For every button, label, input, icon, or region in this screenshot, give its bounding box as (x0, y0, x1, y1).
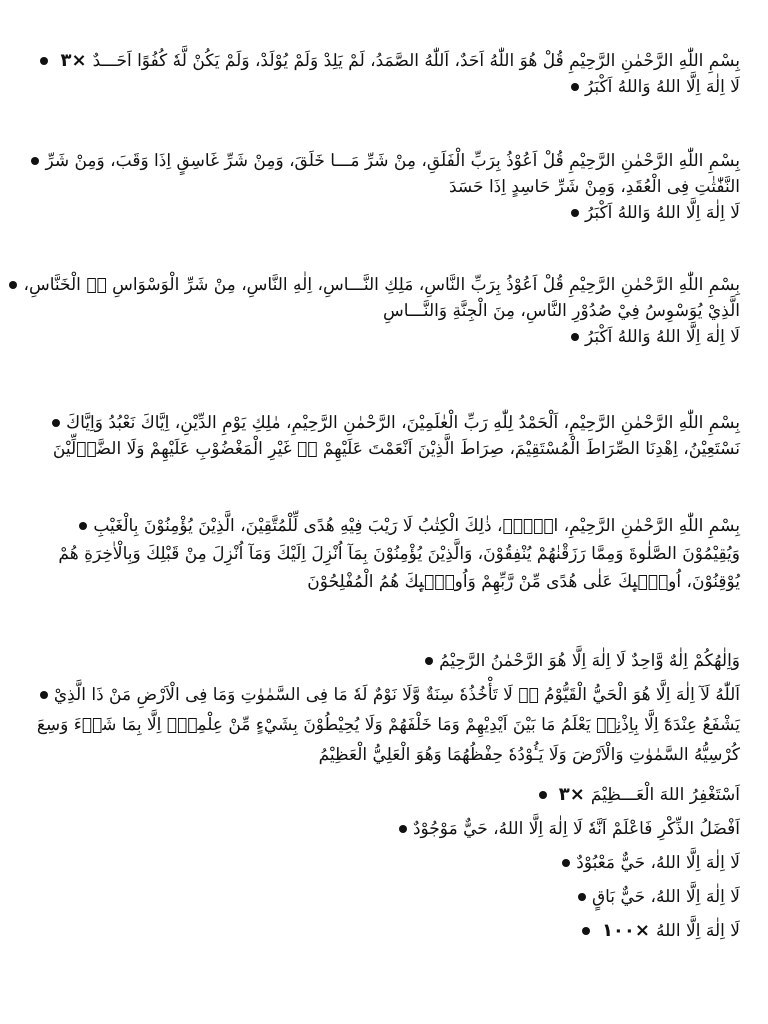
verse-text: اَسْتَغْفِرُ اللهَ الْعَـــظِيْمَ (590, 785, 740, 805)
section-line (53, 680, 740, 710)
section-line (66, 410, 740, 436)
verse-text: لَا اِلٰهَ اِلَّا اللهُ وَاللهُ اَكْبَرُ (585, 77, 740, 97)
bullet-icon (40, 57, 48, 65)
verse-text: بِسْمِ اللّٰهِ الرَّحْمٰنِ الرَّحِيْمِ، الۤمّۤ، ذٰلِكَ الْكِتٰبُ لَا رَيْبَ فِيْهِ هُدًى لِّلْمُتَّقِيْنَ، الَّذِيْنَ يُؤْمِنُوْنَ بِالْغَيْبِ (93, 516, 740, 536)
bullet-icon (562, 859, 570, 867)
dhikr-section-ilahukum (70, 648, 740, 674)
verse-text: بِسْمِ اللّٰهِ الرَّحْمٰنِ الرَّحِيْمِ قُلْ هُوَ اللّٰهُ اَحَدٌ، اَللّٰهُ الصَّمَدُ، لَمْ يَلِدْ وَلَمْ يُوْلَدْ، وَلَمْ يَكُنْ لَّهٗ كُفُوًا اَحَـــدٌ (92, 51, 740, 71)
section-line (70, 740, 740, 770)
verse-text: اَللّٰهُ لَآ اِلٰهَ اِلَّا هُوَ الْحَيُّ الْقَيُّوْمُ ەۚ لَا تَأْخُذُهٗ سِنَةٌ وَّلَا نَوْمٌ لَهٗ مَا فِى السَّمٰوٰتِ وَمَا فِى الْاَرْضِ مَنْ ذَا الَّذِيْ (53, 685, 740, 705)
section-line (52, 436, 740, 462)
repeat-count: ٣× (60, 50, 87, 71)
section-line (70, 782, 740, 808)
bullet-icon (578, 893, 586, 901)
dhikr-section-nas (23, 272, 740, 350)
verse-text: لَا اِلٰهَ اِلَّا اللهُ، حَيٌّ بَاقٍ (591, 887, 740, 907)
verse-text: يُوْقِنُوْنَ، اُولٰۤىِٕكَ عَلٰى هُدًى مِّنْ رَّبِّهِمْ وَاُولٰۤىِٕكَ هُمُ الْمُفْلِحُوْنَ (307, 572, 740, 592)
verse-text: يَشْفَعُ عِنْدَهٗٓ اِلَّا بِاِذْنِهٖ يَعْلَمُ مَا بَيْنَ اَيْدِيْهِمْ وَمَا خَلْفَهُمْ وَلَا يُحِيْطُوْنَ بِشَيْءٍ مِّنْ عِلْمِهٖٓ اِلَّا بِمَا شَاۤءَ وَسِعَ (36, 715, 740, 735)
bullet-icon (52, 419, 60, 427)
section-line (36, 710, 740, 740)
dhikr-section-mabud (70, 850, 740, 876)
section-line (70, 74, 740, 100)
dhikr-section-ayat-kursi (36, 680, 740, 770)
verse-text: بِسْمِ اللّٰهِ الرَّحْمٰنِ الرَّحِيْمِ قُلْ اَعُوْذُ بِرَبِّ النَّاسِ، مَلِكِ النَّـــاسِ، اِلٰهِ النَّاسِ، مِنْ شَرِّ الْوَسْوَاسِ ەۙ الْخَنَّاسِ، (23, 275, 740, 295)
bullet-icon (31, 157, 39, 165)
dhikr-section-tahlil-100 (70, 918, 740, 944)
verse-text: نَسْتَعِيْنُ، اِهْدِنَا الصِّرَاطَ الْمُسْتَقِيْمَ، صِرَاطَ الَّذِيْنَ اَنْعَمْتَ عَلَيْهِمْ ەۙ غَيْرِ الْمَغْضُوْبِ عَلَيْهِمْ وَلَا الضَّاۤلِّيْنَ (52, 439, 740, 459)
bullet-icon (9, 281, 17, 289)
dhikr-section-fatihah (52, 410, 740, 462)
verse-text: لَا اِلٰهَ اِلَّا اللهُ وَاللهُ اَكْبَرُ (585, 203, 740, 223)
verse-text: لَا اِلٰهَ اِلَّا اللهُ، حَيٌّ مَعْبُوْدٌ (576, 853, 740, 873)
dhikr-section-falaq (45, 148, 740, 226)
dhikr-section-baqin (70, 884, 740, 910)
section-line (60, 48, 740, 74)
repeat-count: ٣× (558, 784, 585, 805)
verse-text: اَفْضَلُ الذِّكْرِ فَاعْلَمْ اَنَّهٗ لَا اِلٰهَ اِلَّا اللهُ، حَيٌّ مَوْجُوْدٌ (412, 819, 740, 839)
section-line (70, 850, 740, 876)
section-line (70, 512, 740, 540)
bullet-icon (582, 927, 590, 935)
verse-text: كُرْسِيُّهُ السَّمٰوٰتِ وَالْاَرْضَ وَلَا يَـُٔوْدُهٗ حِفْظُهُمَا وَهُوَ الْعَلِيُّ الْعَظِيْمُ (318, 745, 740, 765)
dhikr-section-afdal-dhikr (70, 816, 740, 842)
dhikr-section-ikhlas (60, 48, 740, 100)
section-line (70, 648, 740, 674)
section-line (70, 324, 740, 350)
bullet-icon (571, 333, 579, 341)
section-line (70, 884, 740, 910)
bullet-icon (40, 691, 48, 699)
section-line (45, 148, 740, 174)
verse-text: النَّفّٰثٰتِ فِى الْعُقَدِ، وَمِنْ شَرِّ حَاسِدٍ اِذَا حَسَدَ (448, 177, 740, 197)
section-line (70, 200, 740, 226)
bullet-icon (399, 825, 407, 833)
section-line (70, 568, 740, 596)
section-line (70, 918, 740, 944)
section-line (70, 298, 740, 324)
repeat-count: ١٠٠× (601, 920, 650, 941)
verse-text: وَيُقِيْمُوْنَ الصَّلٰوةَ وَمِمَّا رَزَقْنٰهُمْ يُنْفِقُوْنَ، وَالَّذِيْنَ يُؤْمِنُوْنَ بِمَآ اُنْزِلَ اِلَيْكَ وَمَآ اُنْزِلَ مِنْ قَبْلِكَ وَبِالْاٰخِرَةِ هُمْ (58, 544, 740, 564)
bullet-icon (571, 83, 579, 91)
verse-text: بِسْمِ اللّٰهِ الرَّحْمٰنِ الرَّحِيْمِ، اَلْحَمْدُ لِلّٰهِ رَبِّ الْعٰلَمِيْنَ، الرَّحْمٰنِ الرَّحِيْمِ، مٰلِكِ يَوْمِ الدِّيْنِ، اِيَّاكَ نَعْبُدُ وَاِيَّاكَ (66, 413, 740, 433)
verse-text: بِسْمِ اللّٰهِ الرَّحْمٰنِ الرَّحِيْمِ قُلْ اَعُوْذُ بِرَبِّ الْفَلَقِ، مِنْ شَرِّ مَـــا خَلَقَ، وَمِنْ شَرِّ غَاسِقٍ اِذَا وَقَبَ، وَمِنْ شَرِّ (45, 151, 740, 171)
section-line (70, 174, 740, 200)
bullet-icon (571, 209, 579, 217)
section-line (23, 272, 740, 298)
bullet-icon (79, 522, 87, 530)
verse-text: لَا اِلٰهَ اِلَّا اللهُ (656, 921, 740, 941)
section-line (70, 816, 740, 842)
dhikr-section-baqarah (58, 512, 740, 596)
verse-text: الَّذِيْ يُوَسْوِسُ فِيْ صُدُوْرِ النَّاسِ، مِنَ الْجِنَّةِ وَالنَّـــاسِ (382, 301, 740, 321)
bullet-icon (425, 657, 433, 665)
verse-text: وَاِلٰهُكُمْ اِلٰهٌ وَّاحِدٌ لَا اِلٰهَ اِلَّا هُوَ الرَّحْمٰنُ الرَّحِيْمُ (439, 651, 740, 671)
verse-text: لَا اِلٰهَ اِلَّا اللهُ وَاللهُ اَكْبَرُ (585, 327, 740, 347)
bullet-icon (539, 791, 547, 799)
section-line (58, 540, 740, 568)
dhikr-section-istighfar (70, 782, 740, 808)
